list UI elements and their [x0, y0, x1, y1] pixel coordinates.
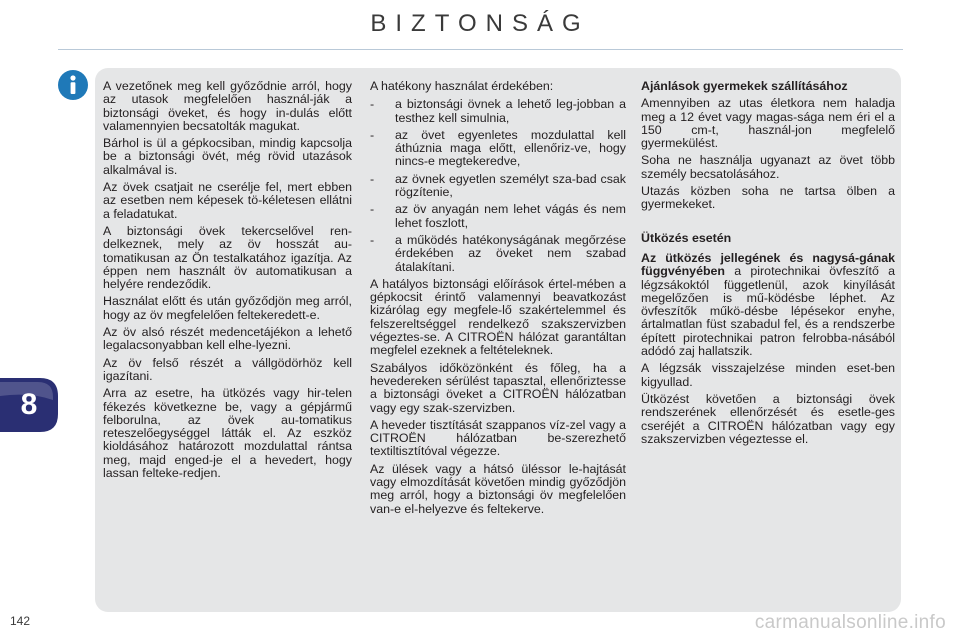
chapter-number: 8	[20, 388, 38, 421]
list-item-text: az övet egyenletes mozdulattal kell áthúznia maga előtt, ellenőriz-ve, hogy nincs-e megtekeredve,	[395, 127, 626, 169]
column-1	[103, 80, 352, 484]
list-item-text: a biztonsági övnek a lehető leg-jobban a testhez kell simulnia,	[395, 97, 626, 125]
lead-text: a pirotechnikai övfeszítő a légzsákoktól függetlenül, azok kinyílását megelőzően is mű-ködésbe léphet. Az övfeszítők műkö-désbe lépésekor enyhe, ártalmatlan füst szabadul fel, és a rendszerbe épített pirotechnikai patron felrobba-násából adódó zaj hallatszik.	[641, 264, 895, 359]
paragraph: Soha ne használja ugyanazt az övet több személy becsatolásához.	[641, 153, 895, 181]
paragraph: Az öv alsó részét medencetájékon a lehető legalacsonyabban kell elhe-lyezni.	[103, 325, 352, 353]
dash-marker: -	[370, 202, 375, 217]
page-title: BIZTONSÁG	[370, 10, 590, 37]
list-item	[370, 173, 626, 200]
column-2	[370, 80, 626, 520]
dash-marker: -	[370, 127, 375, 142]
list-item	[370, 129, 626, 169]
paragraph: A biztonsági övek tekercselővel ren-delkeznek, mely az öv hosszát au-tomatikusan az Ön testalkatához igazítja. Az éppen nem használt öv automatikusan a helyére rendeződik.	[103, 223, 352, 292]
title-divider	[58, 49, 903, 50]
list-item	[370, 98, 626, 125]
watermark: carmanualsonline.info	[754, 612, 946, 633]
paragraph: Az övek csatjait ne cserélje fel, mert ebben az esetben nem képesek tö-kéletesen ellátni a feladatukat.	[103, 180, 352, 221]
page-number: 142	[10, 614, 31, 628]
usage-list	[370, 98, 626, 274]
paragraph: Ütközést követően a biztonsági övek rendszerének ellenőrzését és esetle-ges cseréjét a CITROËN hálózatban vagy egy szakszervizben végeztesse el.	[641, 391, 895, 446]
list-item-text: az öv anyagán nem lehet vágás és nem lehet foszlott,	[395, 202, 626, 230]
paragraph: Szabályos időközönként és főleg, ha a hevedereken sérülést tapasztal, ellenőriztesse a biztonsági öveket a CITROËN hálózatban vagy egy szak-szervizben.	[370, 360, 626, 415]
dash-marker: -	[370, 232, 375, 247]
paragraph: Használat előtt és után győződjön meg arról, hogy az öv megfelelően feltekeredett-e.	[103, 294, 352, 322]
dash-marker: -	[370, 97, 375, 112]
paragraph: Arra az esetre, ha ütközés vagy hir-telen fékezés következne be, vagy a gépjármű felborulna, az övek au-tomatikus reteszelőegységgel látták el. Az eszköz kioldásához határozott mozdulattal rántsa meg, majd enged-je el a hevedert, hogy lassan felteke-redjen.	[103, 386, 352, 481]
paragraph: Amennyiben az utas életkora nem haladja meg a 12 évet vagy magas-sága nem éri el a 150 cm-t, használ-jon megfelelő gyermekülést.	[641, 96, 895, 151]
dash-marker: -	[370, 171, 375, 186]
list-lead: A hatékony használat érdekében:	[370, 79, 554, 93]
paragraph: Az ülések vagy a hátsó üléssor le-hajtását vagy elmozdítását követően mindig győződjön meg arról, hogy a biztonsági öv megfelelően van-e el-helyezve és feltekerve.	[370, 461, 626, 516]
section-heading-collision: Ütközés esetén	[641, 230, 732, 245]
paragraph: Bárhol is ül a gépkocsiban, mindig kapcsolja be a biztonsági övét, még rövid utazások alkalmával is.	[103, 136, 352, 177]
paragraph: Az öv felső részét a vállgödörhöz kell igazítani.	[103, 355, 352, 383]
paragraph: A légzsák visszajelzése minden eset-ben kigyullad.	[641, 361, 895, 389]
paragraph: Utazás közben soha ne tartsa ölben a gyermekeket.	[641, 184, 895, 212]
paragraph: A hatályos biztonsági előírások értel-mében a gépkocsit érintő valamennyi beavatkozást kizárólag egy megfele-lő szakértelemmel és felszereltséggel rendelkező szakszervizben végeztes-se. A CITROËN hálózat garantáltan megfelel ezeknek a feltételeknek.	[370, 276, 626, 358]
bold-lead: Az ütközés jellegének és nagysá-gának függvényében	[641, 250, 895, 279]
column-3	[641, 80, 895, 450]
info-icon	[58, 70, 88, 100]
list-item-text: az övnek egyetlen személyt sza-bad csak rögzítenie,	[395, 171, 626, 200]
paragraph: A vezetőnek meg kell győződnie arról, hogy az utasok megfelelően használ-ják a biztonsági öveket, és hogy in-dulás előtt valamennyien becsatolták magukat.	[103, 79, 352, 133]
list-item	[370, 234, 626, 274]
section-heading-children: Ajánlások gyermekek szállításához	[641, 79, 848, 93]
list-item-text: a működés hatékonyságának megőrzése érdekében az öveket nem szabad átalakítani.	[395, 232, 626, 274]
paragraph	[641, 252, 895, 358]
list-item	[370, 203, 626, 230]
paragraph: A heveder tisztítását szappanos víz-zel vagy a CITROËN hálózatban be-szerezhető textiltisztítóval végezze.	[370, 417, 626, 459]
chapter-tab	[0, 370, 62, 440]
